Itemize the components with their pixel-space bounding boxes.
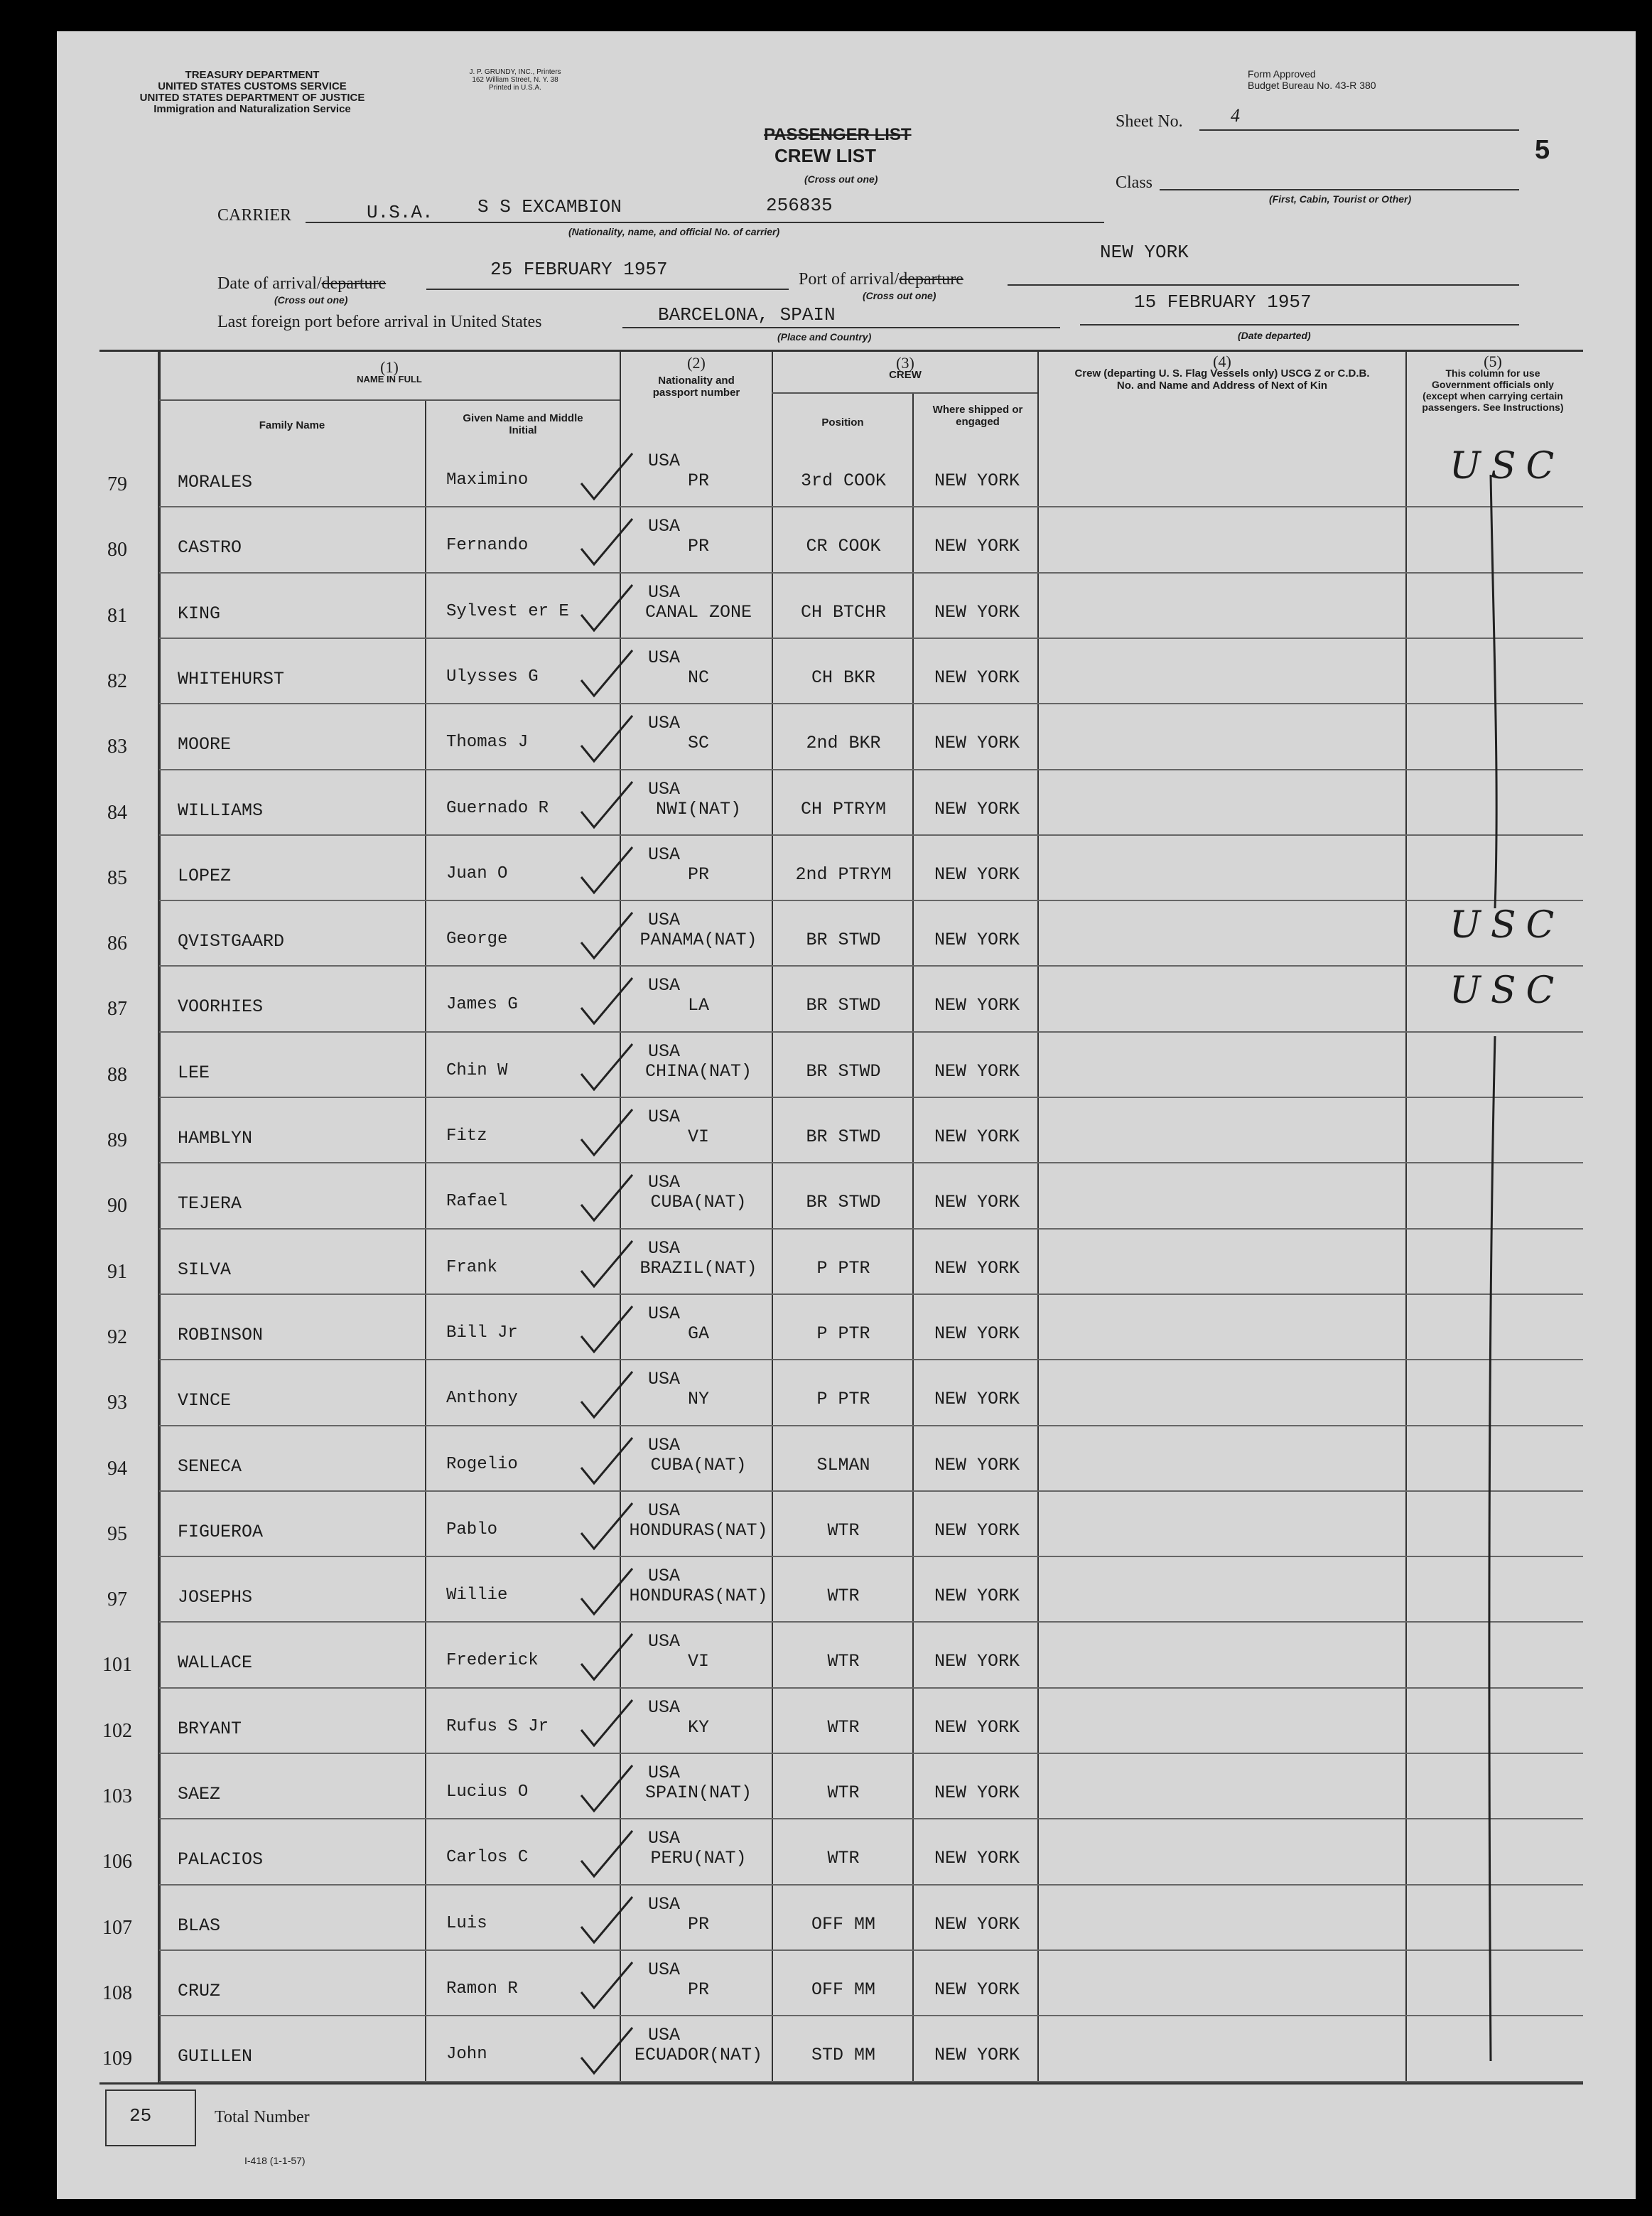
row-number: 83 — [107, 736, 127, 758]
date-departed-note: (Date departed) — [1238, 330, 1311, 341]
position: BR STWD — [806, 1192, 881, 1213]
shipped-port: NEW YORK — [934, 1323, 1020, 1344]
passport-origin: CANAL ZONE — [644, 601, 752, 623]
family-name: HAMBLYN — [178, 1128, 253, 1149]
family-name: LEE — [178, 1062, 210, 1083]
family-name: KING — [178, 603, 221, 624]
family-name: JOSEPHS — [178, 1587, 253, 1608]
given-name: Juan O — [446, 864, 508, 883]
row-number: 108 — [102, 1981, 132, 2004]
passport-origin: PANAMA(NAT) — [639, 930, 757, 951]
position: WTR — [827, 1520, 860, 1541]
col4-number: (4) — [1213, 353, 1231, 370]
family-name: MOORE — [178, 734, 232, 755]
row-number: 81 — [107, 604, 127, 627]
given-name: Frank — [446, 1257, 498, 1277]
total-value: 25 — [129, 2105, 152, 2126]
family-name: QVISTGAARD — [178, 931, 285, 952]
position: BR STWD — [806, 1060, 881, 1082]
shipped-port: NEW YORK — [934, 2045, 1020, 2066]
family-name: ROBINSON — [178, 1324, 264, 1345]
given-name: Thomas J — [446, 733, 529, 753]
nationality: USA — [648, 516, 681, 537]
shipped-port: NEW YORK — [934, 470, 1020, 491]
total-label: Total Number — [215, 2108, 310, 2126]
form-code: I-418 (1-1-57) — [244, 2155, 306, 2166]
col3-number: (3) — [896, 354, 914, 372]
given-name: Rogelio — [446, 1454, 518, 1474]
position: OFF MM — [811, 1913, 875, 1935]
family-name: SENECA — [178, 1456, 242, 1477]
carrier-nationality: U.S.A. — [367, 202, 433, 223]
shipped-port: NEW YORK — [934, 1389, 1020, 1410]
position: P PTR — [816, 1257, 870, 1279]
row-number: 88 — [107, 1063, 127, 1086]
official-mark: USC — [1449, 904, 1565, 947]
port-arrival-value: NEW YORK — [1100, 242, 1189, 263]
sheet-label: Sheet No. — [1116, 112, 1183, 131]
shipped-port: NEW YORK — [934, 1782, 1020, 1803]
passport-origin: PERU(NAT) — [650, 1848, 747, 1869]
nationality: USA — [648, 844, 681, 865]
family-name: TEJERA — [178, 1193, 242, 1215]
passport-origin: GA — [687, 1323, 709, 1344]
carrier-label: CARRIER — [217, 206, 292, 225]
row-number: 102 — [102, 1719, 132, 1742]
nationality: USA — [648, 778, 681, 800]
passport-origin: BRAZIL(NAT) — [639, 1257, 757, 1279]
position: WTR — [827, 1651, 860, 1672]
row-number: 109 — [102, 2048, 132, 2070]
row-number: 106 — [102, 1851, 132, 1873]
given-name: Sylvest er E — [446, 601, 569, 621]
given-name: Lucius O — [446, 1782, 529, 1802]
family-name: VOORHIES — [178, 996, 264, 1018]
official-mark: USC — [1449, 445, 1565, 488]
passport-origin: LA — [687, 995, 709, 1016]
given-name: Chin W — [446, 1060, 508, 1080]
row-number: 93 — [107, 1392, 127, 1414]
row-number: 97 — [107, 1588, 127, 1611]
row-number: 101 — [102, 1654, 132, 1677]
nationality: USA — [648, 713, 681, 734]
row-number: 84 — [107, 801, 127, 824]
nationality: USA — [648, 581, 681, 603]
shipped-port: NEW YORK — [934, 1257, 1020, 1279]
sheet-value: 4 — [1231, 105, 1240, 126]
row-number: 79 — [107, 473, 127, 495]
carrier-name: S S EXCAMBION — [477, 196, 622, 217]
shipped-port: NEW YORK — [934, 1716, 1020, 1738]
shipped-port: NEW YORK — [934, 1060, 1020, 1082]
shipped-port: NEW YORK — [934, 1520, 1020, 1541]
given-name: Maximino — [446, 470, 529, 490]
passport-origin: CUBA(NAT) — [650, 1192, 747, 1213]
row-number: 82 — [107, 669, 127, 692]
official-bracket-bottom — [1489, 1036, 1495, 2061]
crew-list-title: CREW LIST — [774, 145, 876, 166]
last-port-note: (Place and Country) — [777, 331, 872, 343]
col5-title: This column for use Government officials only (except when carrying certain passengers. See Instructions) — [1422, 367, 1564, 413]
position: BR STWD — [806, 1126, 881, 1147]
nationality: USA — [648, 1828, 681, 1849]
form-approved-line-1: Form Approved — [1248, 68, 1316, 80]
given-name: Willie — [446, 1586, 508, 1605]
given-name: Fernando — [446, 536, 529, 556]
class-label: Class — [1116, 173, 1153, 192]
official-bracket-top — [1491, 475, 1496, 908]
shipped-port: NEW YORK — [934, 1651, 1020, 1672]
shipped-port: NEW YORK — [934, 995, 1020, 1016]
given-name: Pablo — [446, 1520, 498, 1539]
shipped-port: NEW YORK — [934, 1913, 1020, 1935]
passport-origin: PR — [687, 470, 709, 491]
row-number: 95 — [107, 1522, 127, 1545]
nationality: USA — [648, 2025, 681, 2046]
shipped-port: NEW YORK — [934, 798, 1020, 819]
passport-origin: HONDURAS(NAT) — [629, 1520, 768, 1541]
agency-line-1: TREASURY DEPARTMENT — [185, 69, 320, 81]
printer-line-2: 162 William Street, N. Y. 38 — [472, 76, 558, 84]
passenger-list-struck: PASSENGER LIST — [764, 125, 912, 144]
nationality: USA — [648, 647, 681, 668]
nationality: USA — [648, 1172, 681, 1193]
class-note: (First, Cabin, Tourist or Other) — [1269, 193, 1412, 205]
nationality: USA — [648, 1434, 681, 1456]
position: 3rd COOK — [800, 470, 887, 491]
date-arrival-value: 25 FEBRUARY 1957 — [490, 259, 668, 280]
shipped-port: NEW YORK — [934, 536, 1020, 557]
printer-line-3: Printed in U.S.A. — [489, 84, 541, 92]
row-number: 87 — [107, 998, 127, 1021]
shipped-port: NEW YORK — [934, 930, 1020, 951]
family-name: MORALES — [178, 472, 253, 493]
shipped-header: Where shipped or engaged — [932, 404, 1023, 428]
nationality: USA — [648, 975, 681, 996]
port-cross-note: (Cross out one) — [863, 290, 936, 301]
shipped-port: NEW YORK — [934, 1192, 1020, 1213]
nationality: USA — [648, 910, 681, 931]
agency-line-4: Immigration and Naturalization Service — [153, 103, 351, 115]
position: WTR — [827, 1586, 860, 1607]
nationality: USA — [648, 1303, 681, 1324]
shipped-port: NEW YORK — [934, 1848, 1020, 1869]
last-port-value: BARCELONA, SPAIN — [658, 304, 836, 326]
shipped-port: NEW YORK — [934, 1979, 1020, 2000]
family-name: WHITEHURST — [178, 668, 285, 689]
passport-origin: PR — [687, 864, 709, 885]
nationality: USA — [648, 1500, 681, 1521]
row-number: 86 — [107, 932, 127, 955]
family-name: SAEZ — [178, 1784, 221, 1804]
given-name: John — [446, 2045, 487, 2065]
row-number: 94 — [107, 1457, 127, 1480]
given-name: Bill Jr — [446, 1323, 518, 1343]
position-header: Position — [821, 416, 864, 429]
official-mark: USC — [1449, 969, 1565, 1013]
passport-origin: KY — [687, 1716, 709, 1738]
carrier-official-no: 256835 — [766, 195, 833, 216]
page-number: 5 — [1535, 135, 1550, 165]
position: CH BTCHR — [800, 601, 887, 623]
given-name: George — [446, 930, 508, 950]
given-name: James G — [446, 995, 518, 1015]
position: CH PTRYM — [800, 798, 887, 819]
given-name: Ramon R — [446, 1979, 518, 1999]
position: STD MM — [811, 2045, 875, 2066]
nationality: USA — [648, 1696, 681, 1718]
row-number: 91 — [107, 1260, 127, 1283]
passport-origin: SPAIN(NAT) — [644, 1782, 752, 1803]
passport-origin: NY — [687, 1389, 709, 1410]
nationality: USA — [648, 1631, 681, 1652]
shipped-port: NEW YORK — [934, 667, 1020, 688]
nationality: USA — [648, 1107, 681, 1127]
agency-line-2: UNITED STATES CUSTOMS SERVICE — [158, 80, 347, 92]
given-name: Luis — [446, 1913, 487, 1933]
passport-origin: PR — [687, 536, 709, 557]
passport-origin: HONDURAS(NAT) — [629, 1586, 768, 1607]
position: CH BKR — [811, 667, 875, 688]
passport-origin: CHINA(NAT) — [644, 1060, 752, 1082]
shipped-port: NEW YORK — [934, 733, 1020, 754]
position: SLMAN — [816, 1454, 870, 1475]
family-name: LOPEZ — [178, 865, 232, 886]
family-name-header: Family Name — [259, 419, 325, 431]
given-name: Rufus S Jr — [446, 1716, 549, 1736]
passport-origin: NC — [687, 667, 709, 688]
last-port-label: Last foreign port before arrival in United States — [217, 313, 542, 331]
passport-origin: SC — [687, 733, 709, 754]
passport-origin: VI — [687, 1126, 709, 1147]
passport-origin: PR — [687, 1979, 709, 2000]
row-number: 85 — [107, 866, 127, 889]
nationality: USA — [648, 451, 681, 471]
col3-title: CREW — [889, 369, 922, 381]
position: 2nd BKR — [806, 733, 881, 754]
given-name: Carlos C — [446, 1848, 529, 1868]
position: WTR — [827, 1782, 860, 1803]
date-departed-value: 15 FEBRUARY 1957 — [1134, 291, 1312, 313]
position: WTR — [827, 1848, 860, 1869]
nationality: USA — [648, 1959, 681, 1980]
family-name: BRYANT — [178, 1718, 242, 1739]
row-number: 107 — [102, 1916, 132, 1939]
nationality: USA — [648, 1763, 681, 1783]
given-name: Fitz — [446, 1126, 487, 1146]
family-name: GUILLEN — [178, 2046, 253, 2067]
port-arrival-text: Port of arrival/ — [799, 270, 900, 289]
row-number: 92 — [107, 1325, 127, 1348]
shipped-port: NEW YORK — [934, 1454, 1020, 1475]
shipped-port: NEW YORK — [934, 864, 1020, 885]
col2-number: (2) — [687, 354, 706, 372]
passport-origin: PR — [687, 1913, 709, 1935]
col2-title: Nationality and passport number — [652, 375, 740, 399]
row-number: 90 — [107, 1195, 127, 1217]
printer-line-1: J. P. GRUNDY, INC., Printers — [469, 68, 561, 76]
port-departure-struck: departure — [899, 270, 963, 289]
given-name: Guernado R — [446, 798, 549, 818]
position: WTR — [827, 1716, 860, 1738]
position: CR COOK — [806, 536, 881, 557]
given-name-header: Given Name and Middle Initial — [463, 412, 583, 436]
family-name: SILVA — [178, 1259, 232, 1280]
date-cross-note: (Cross out one) — [274, 294, 348, 306]
col5-number: (5) — [1484, 353, 1502, 370]
given-name: Ulysses G — [446, 667, 539, 687]
position: BR STWD — [806, 995, 881, 1016]
family-name: WALLACE — [178, 1652, 253, 1674]
shipped-port: NEW YORK — [934, 1586, 1020, 1607]
agency-line-3: UNITED STATES DEPARTMENT OF JUSTICE — [139, 92, 365, 104]
nationality: USA — [648, 1040, 681, 1062]
row-number: 89 — [107, 1129, 127, 1151]
family-name: CASTRO — [178, 537, 242, 559]
passport-origin: VI — [687, 1651, 709, 1672]
position: P PTR — [816, 1323, 870, 1344]
row-number: 80 — [107, 539, 127, 561]
passport-origin: NWI(NAT) — [655, 798, 742, 819]
shipped-port: NEW YORK — [934, 601, 1020, 623]
col4-title: Crew (departing U. S. Flag Vessels only) USCG Z or C.D.B. No. and Name and Address of Next of Kin — [1074, 367, 1370, 392]
list-type-note: (Cross out one) — [804, 173, 878, 185]
passport-origin: ECUADOR(NAT) — [634, 2045, 763, 2066]
nationality: USA — [648, 1237, 681, 1259]
position: 2nd PTRYM — [795, 864, 892, 885]
family-name: WILLIAMS — [178, 800, 264, 821]
given-name: Rafael — [446, 1192, 508, 1212]
date-arrival-text: Date of arrival/ — [217, 274, 322, 293]
passport-origin: CUBA(NAT) — [650, 1454, 747, 1475]
col1-number: (1) — [380, 358, 399, 376]
family-name: FIGUEROA — [178, 1521, 264, 1542]
position: BR STWD — [806, 930, 881, 951]
position: OFF MM — [811, 1979, 875, 2000]
given-name: Frederick — [446, 1651, 539, 1671]
shipped-port: NEW YORK — [934, 1126, 1020, 1147]
family-name: VINCE — [178, 1390, 232, 1411]
date-departure-struck: departure — [321, 274, 387, 293]
col1-title: NAME IN FULL — [357, 374, 422, 384]
given-name: Anthony — [446, 1389, 518, 1409]
form-approved-line-2: Budget Bureau No. 43-R 380 — [1248, 80, 1376, 91]
carrier-note: (Nationality, name, and official No. of carrier) — [568, 226, 780, 237]
nationality: USA — [648, 1893, 681, 1915]
nationality: USA — [648, 1369, 681, 1390]
family-name: CRUZ — [178, 1980, 221, 2001]
row-number: 103 — [102, 1785, 132, 1807]
position: P PTR — [816, 1389, 870, 1410]
family-name: BLAS — [178, 1915, 221, 1936]
family-name: PALACIOS — [178, 1849, 264, 1871]
nationality: USA — [648, 1566, 681, 1587]
